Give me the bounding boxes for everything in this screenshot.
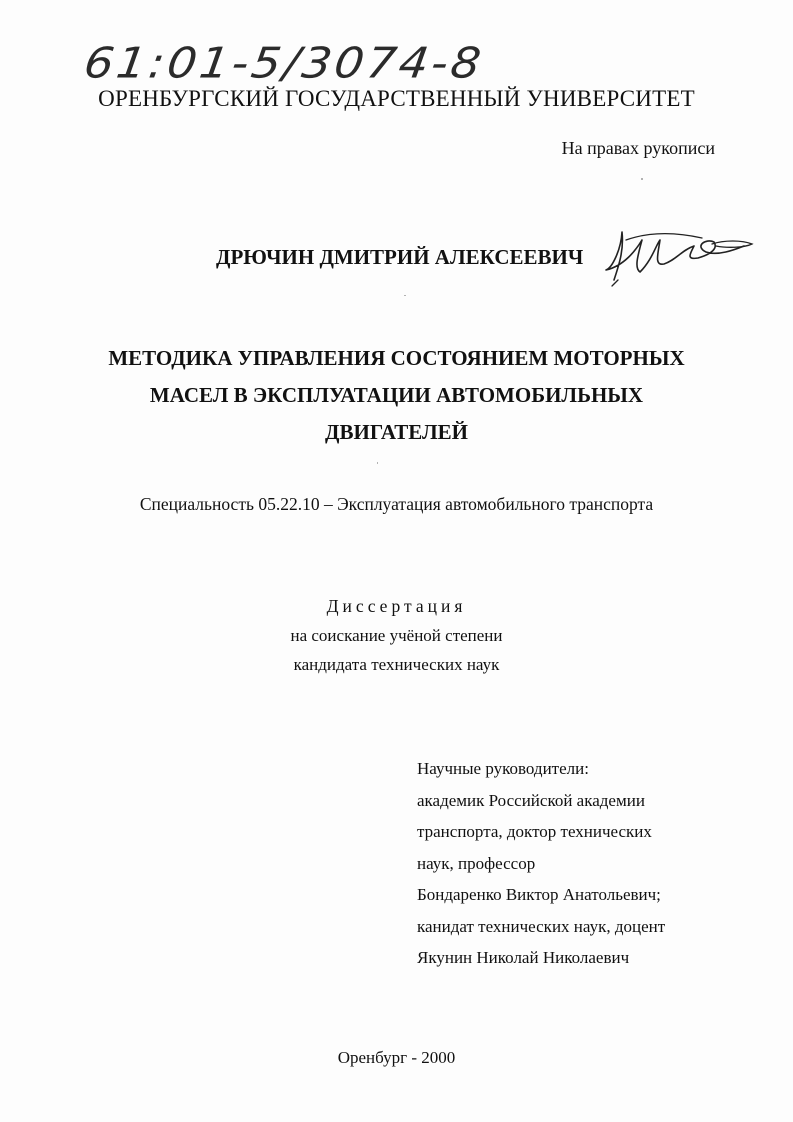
supervisors-line: транспорта, доктор технических [417, 822, 652, 841]
specialty-line: Специальность 05.22.10 – Эксплуатация автомобильного транспорта [139, 494, 654, 514]
dissertation-word: Диссертация [326, 596, 467, 616]
university-name: ОРЕНБУРГСКИЙ ГОСУДАРСТВЕННЫЙ УНИВЕРСИТЕТ [98, 86, 695, 111]
city-year: Оренбург - 2000 [337, 1048, 456, 1067]
scan-speck [641, 178, 643, 180]
title-line: ДВИГАТЕЛЕЙ [325, 420, 468, 444]
supervisors-line: Научные руководители: [417, 759, 589, 778]
supervisors-line: Якунин Николай Николаевич [417, 948, 630, 967]
handwritten-catalog-code: 61:01-5/3074-8 [81, 38, 487, 88]
supervisors-block [417, 753, 665, 974]
dissertation-degree-block [0, 592, 793, 679]
title-line: МЕТОДИКА УПРАВЛЕНИЯ СОСТОЯНИЕМ МОТОРНЫХ [108, 346, 685, 370]
manuscript-note: На правах рукописи [561, 138, 715, 158]
title-line: МАСЕЛ В ЭКСПЛУАТАЦИИ АВТОМОБИЛЬНЫХ [149, 383, 644, 407]
scan-speck [377, 462, 378, 464]
dissertation-title [0, 340, 793, 451]
degree-line: на соискание учёной степени [290, 626, 503, 645]
supervisors-line: Бондаренко Виктор Анатольевич; [417, 885, 661, 904]
author-name: ДРЮЧИН ДМИТРИЙ АЛЕКСЕЕВИЧ [216, 245, 584, 269]
supervisors-line: канидат технических наук, доцент [417, 916, 666, 936]
scan-speck [404, 295, 406, 296]
supervisors-line: академик Российской академии [417, 790, 645, 810]
degree-field-line: кандидата технических наук [293, 655, 500, 674]
signature-icon [594, 220, 764, 290]
supervisors-line: наук, профессор [417, 853, 536, 873]
